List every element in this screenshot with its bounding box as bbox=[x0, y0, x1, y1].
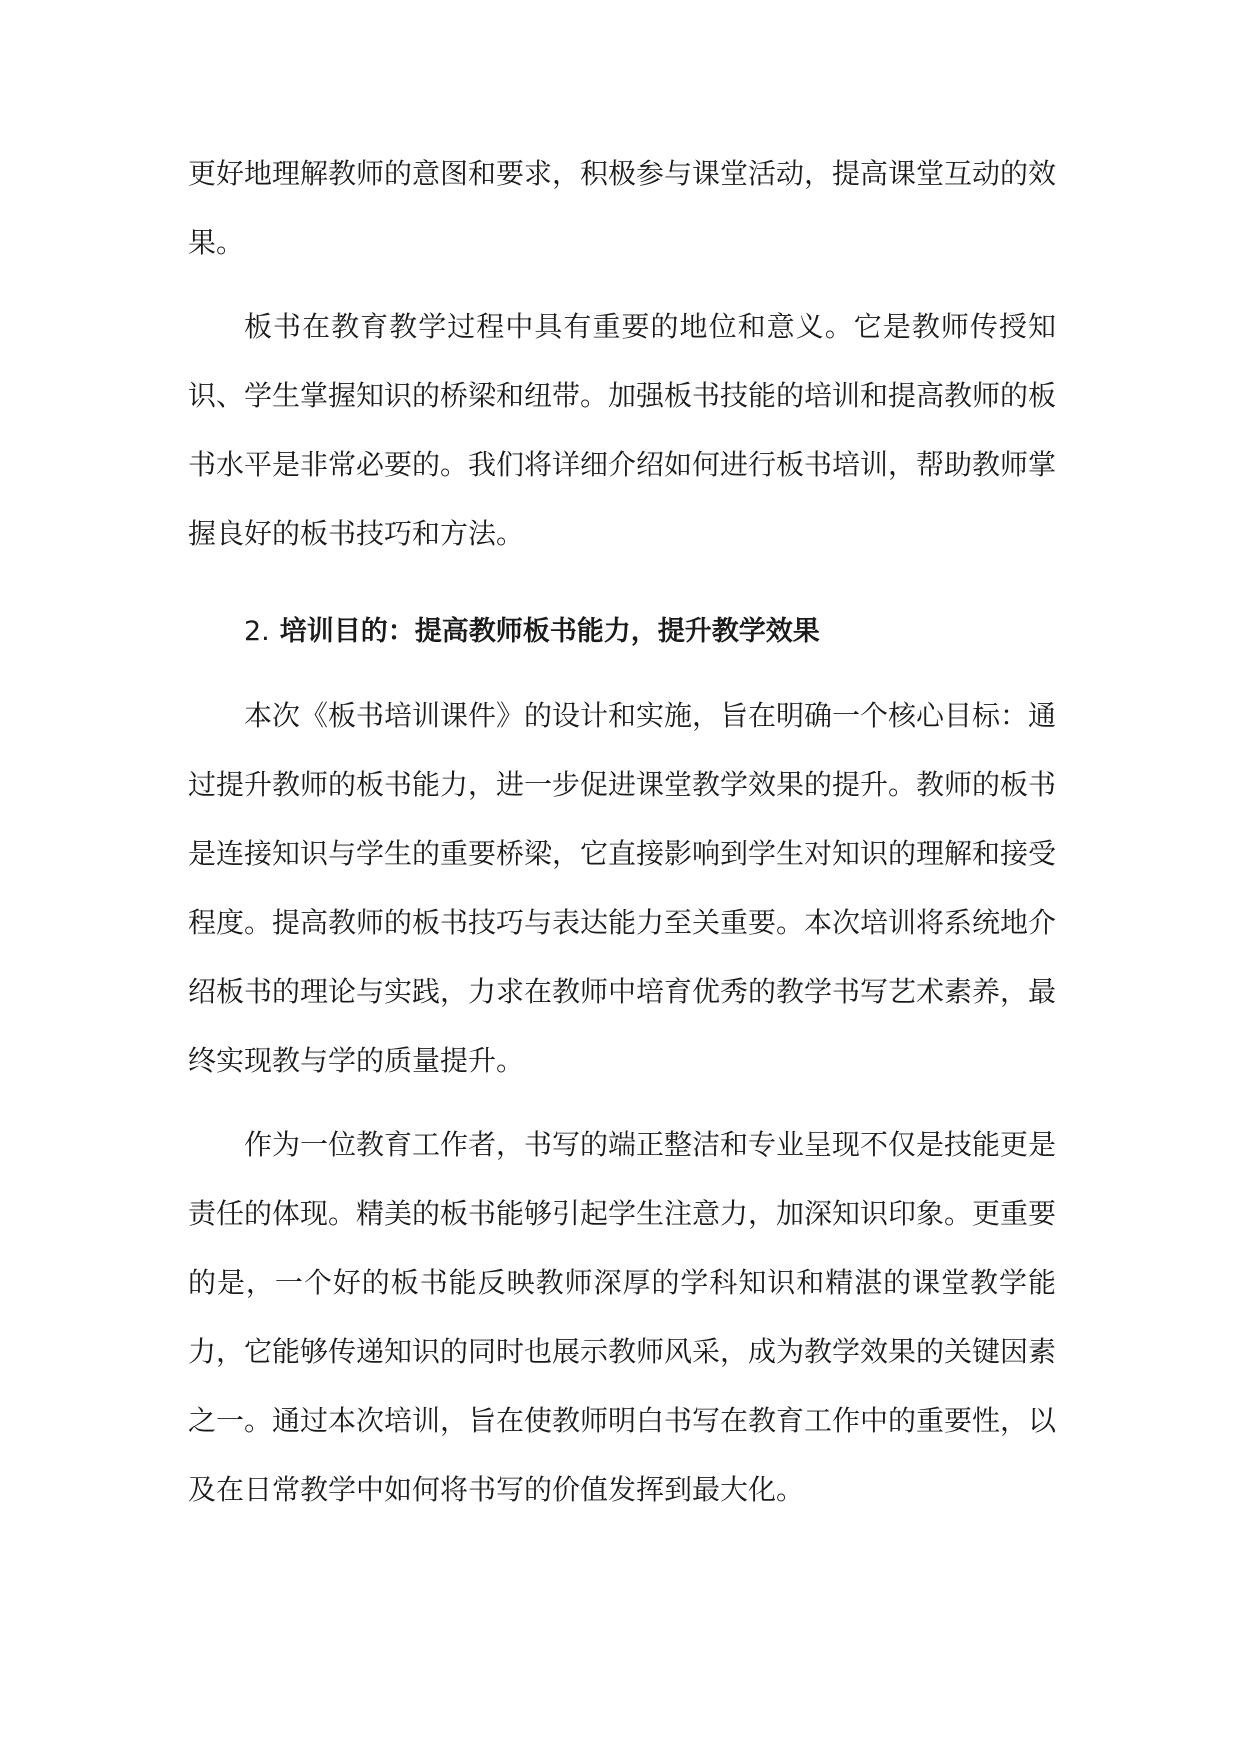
paragraph-training-goal: 本次《板书培训课件》的设计和实施，旨在明确一个核心目标：通过提升教师的板书能力，进一步促进课堂教学效果的提升。教师的板书是连接知识与学生的重要桥梁，它直接影响到学生对知识的理解和接受程度。提高教师的板书技巧与表达能力至关重要。本次培训将系统地介绍板书的理论与实践，力求在教师中培育优秀的教学书写艺术素养，最终实现教与学的质量提升。 bbox=[188, 699, 1057, 1077]
paragraph-board-writing-importance: 板书在教育教学过程中具有重要的地位和意义。它是教师传授知识、学生掌握知识的桥梁和纽带。加强板书技能的培训和提高教师的板书水平是非常必要的。我们将详细介绍如何进行板书培训，帮助教师掌握良好的板书技巧和方法。 bbox=[188, 310, 1057, 550]
paragraph-continued: 更好地理解教师的意图和要求，积极参与课堂活动，提高课堂互动的效果。 bbox=[188, 157, 1057, 259]
section-number: 2. bbox=[244, 616, 270, 647]
section-heading bbox=[188, 597, 1056, 666]
section-title: 培训目的：提高教师板书能力，提升教学效果 bbox=[279, 616, 820, 647]
document-body bbox=[188, 139, 1056, 1539]
paragraph-teacher-responsibility: 作为一位教育工作者，书写的端正整洁和专业呈现不仅是技能更是责任的体现。精美的板书能够引起学生注意力，加深知识印象。更重要的是，一个好的板书能反映教师深厚的学科知识和精湛的课堂教学能力，它能够传递知识的同时也展示教师风采，成为教学效果的关键因素之一。通过本次培训，旨在使教师明白书写在教育工作中的重要性，以及在日常教学中如何将书写的价值发挥到最大化。 bbox=[188, 1128, 1057, 1506]
